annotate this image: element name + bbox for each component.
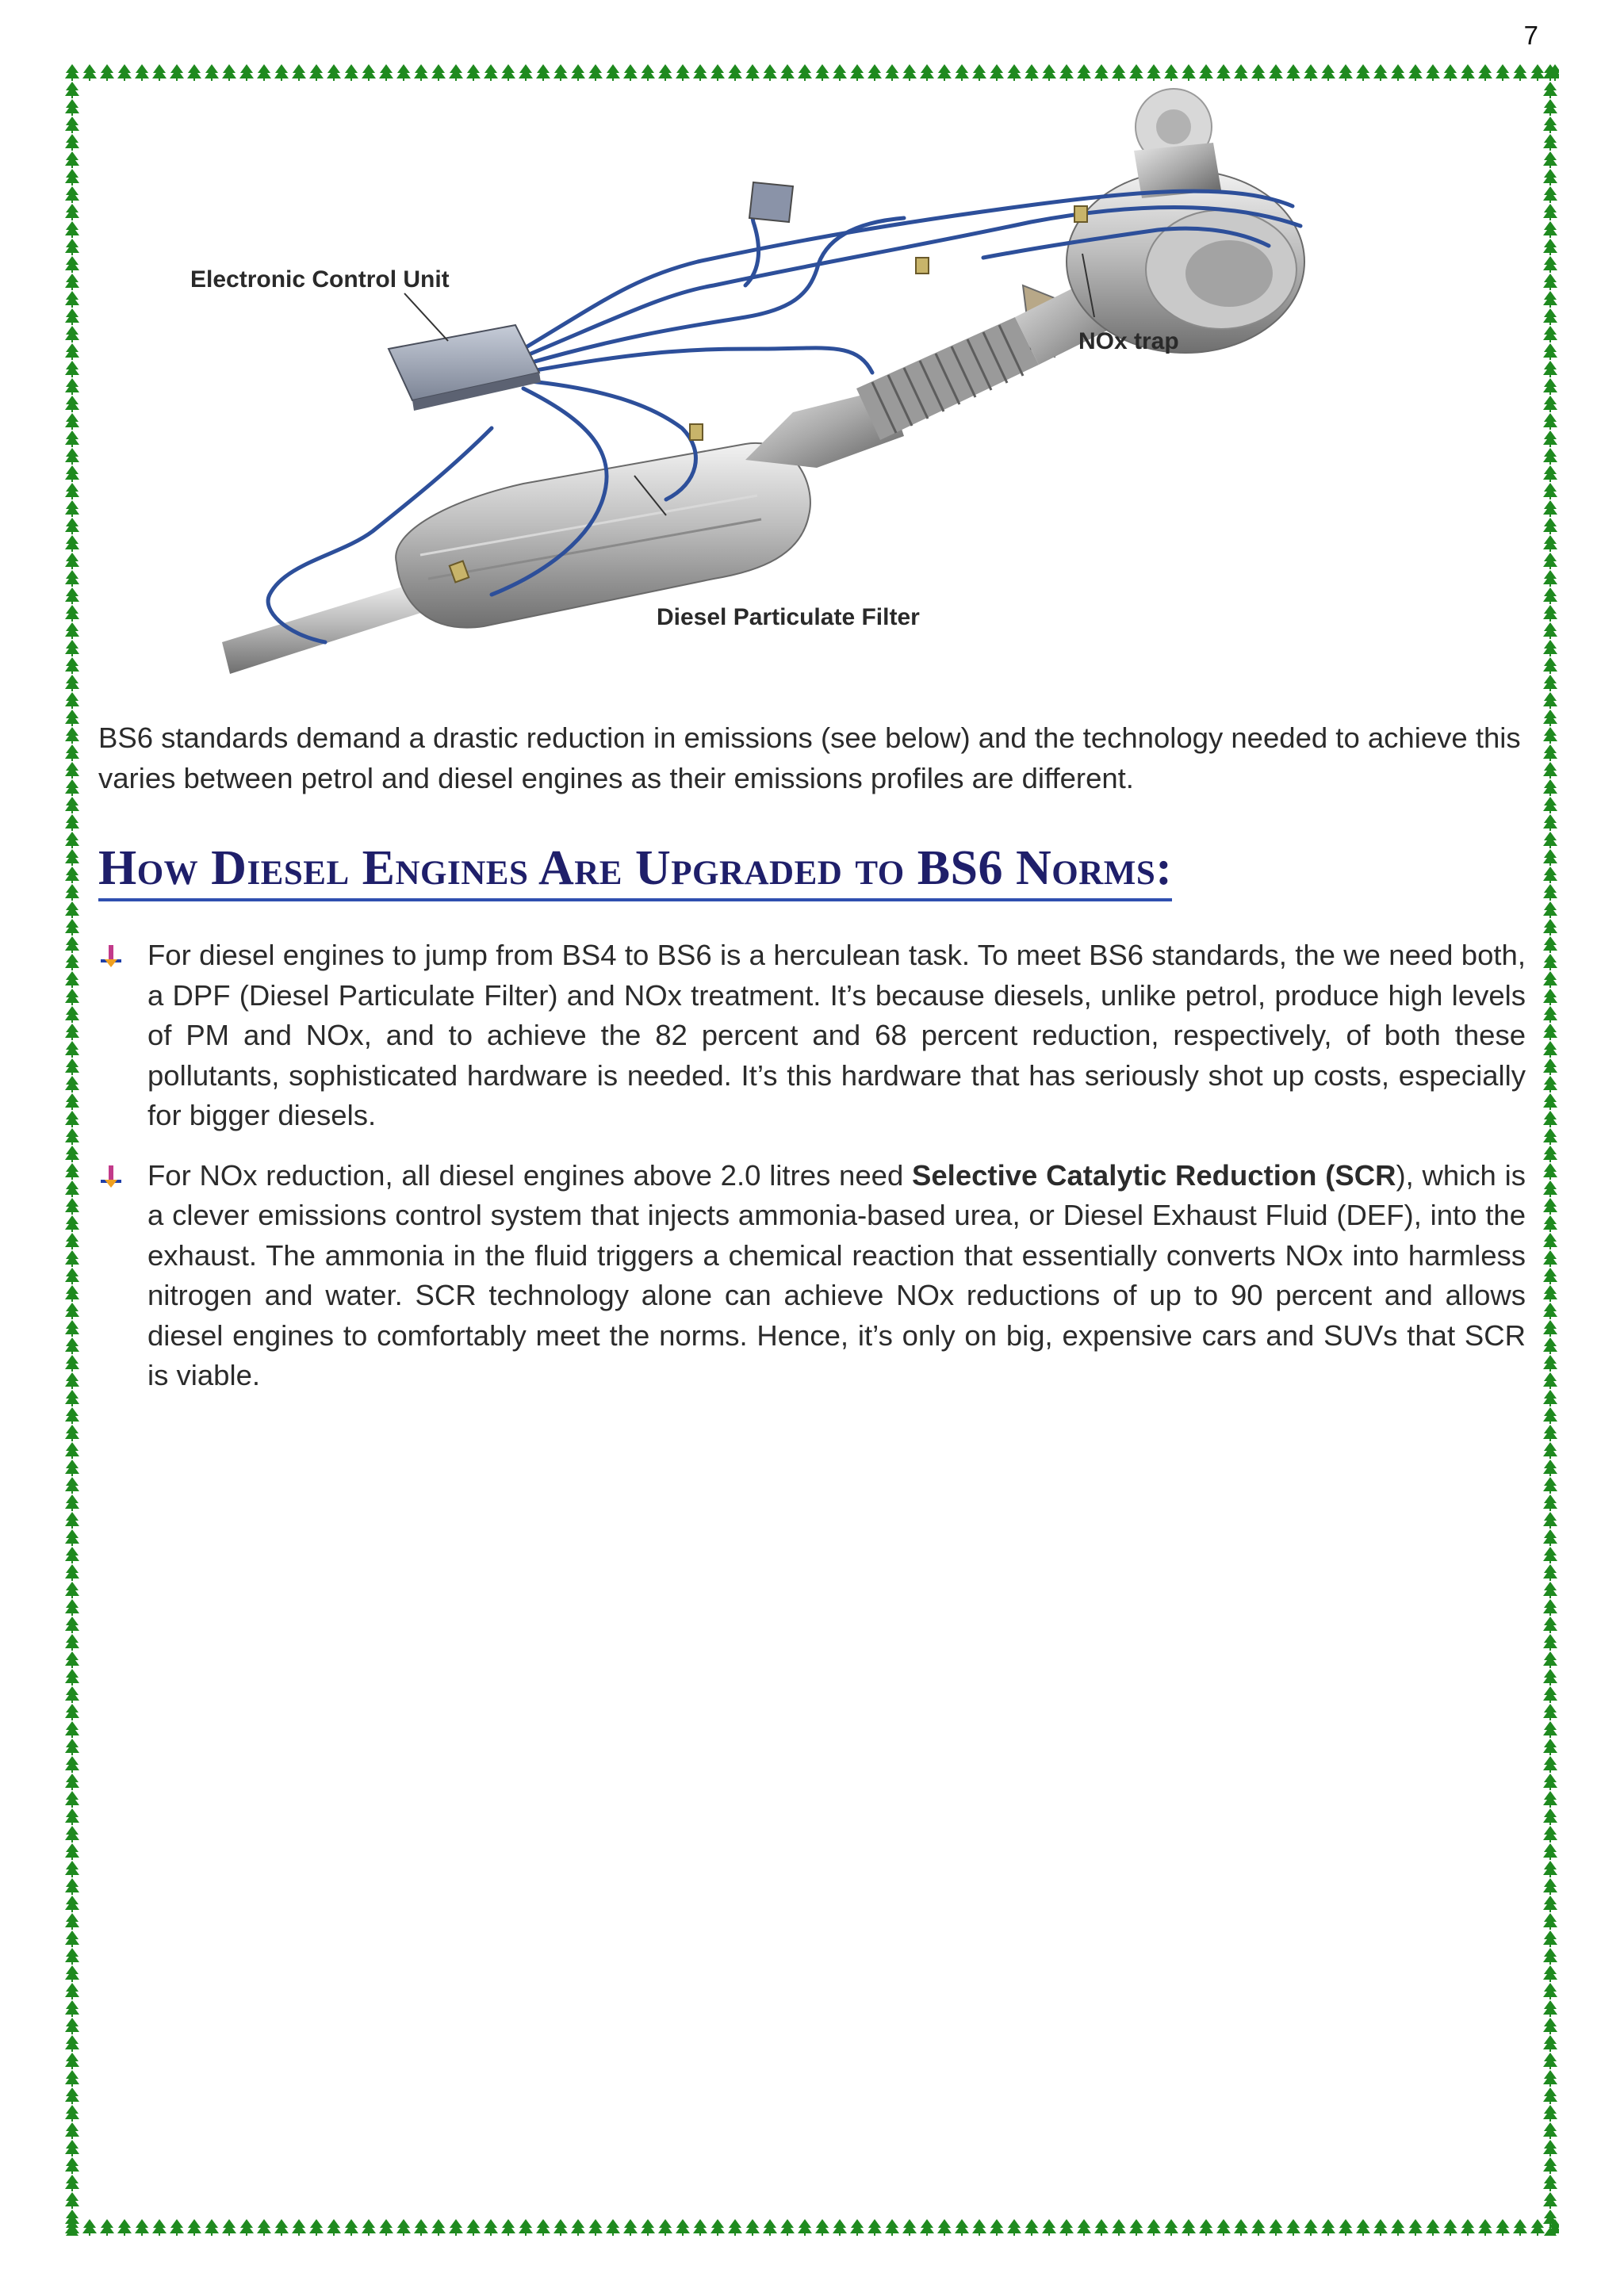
- arrow-down-bullet-icon: [98, 1164, 124, 1189]
- bullet-list: [98, 936, 1526, 1416]
- arrow-down-bullet-icon: [98, 943, 124, 969]
- list-item: [98, 1156, 1526, 1396]
- intro-paragraph: BS6 standards demand a drastic reduction in emissions (see below) and the technology needed to achieve this varies between petrol and diesel engines as their emissions profiles are different.: [98, 721, 1521, 794]
- ecu-box: [389, 325, 539, 400]
- border-bottom: [63, 2218, 1559, 2236]
- bullet-text: [147, 1159, 1526, 1392]
- bullet-text: For diesel engines to jump from BS4 to BS6 is a herculean task. To meet BS6 standards, the we need both, a DPF (Diesel Particulate Filter) and NOx treatment. It’s because diesels, unlike petrol, produce high levels of PM and NOx, and to achieve the 82 percent and 68 percent reduction, respectively, of both these pollutants, sophisticated hardware is needed. It’s this hardware that has seriously shot up costs, especially for bigger diesels.: [147, 939, 1526, 1131]
- exhaust-system-diagram: [190, 87, 1396, 690]
- label-dpf: Diesel Particulate Filter: [657, 604, 920, 630]
- border-right: [1542, 63, 1559, 2236]
- dpf-body: [396, 443, 810, 628]
- border-left: [63, 63, 81, 2236]
- bullet-text-end: ), which is a clever emissions control system that injects ammonia-based urea, or Diesel Exhaust Fluid (DEF), into the exhaust. The ammonia in the fluid triggers a chemical reaction that essentially converts NOx into harmless nitrogen and water. SCR technology alone can achieve NOx reductions of up to 90 percent and allows diesel engines to comfortably meet the norms. Hence, it’s only on big, expensive cars and SUVs that SCR is viable.: [147, 1158, 1526, 1391]
- border-top: [63, 63, 1559, 81]
- list-item: [98, 936, 1526, 1136]
- label-nox-trap: NOx trap: [1078, 328, 1179, 354]
- scr-term: Selective Catalytic Reduction (SCR: [912, 1158, 1396, 1192]
- label-ecu: Electronic Control Unit: [190, 266, 450, 293]
- page-number: 7: [1523, 21, 1538, 50]
- section-heading: How Diesel Engines Are Upgraded to BS6 Norms:: [98, 840, 1172, 901]
- bullet-text-start: For NOx reduction, all diesel engines above 2.0 litres need: [147, 1158, 913, 1192]
